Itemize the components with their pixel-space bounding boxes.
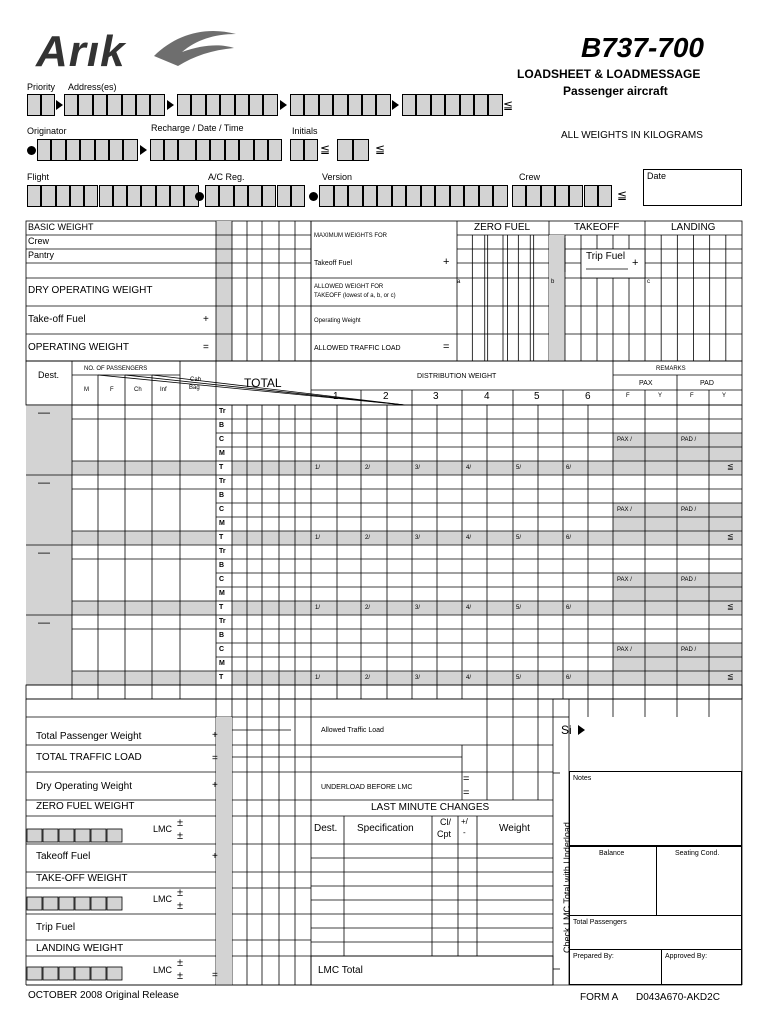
hold-mark: 3/ <box>415 465 421 471</box>
grid-cell <box>59 967 74 980</box>
basic-weight-label: BASIC WEIGHT <box>28 222 94 232</box>
pad-remark: PAD / <box>681 577 697 583</box>
pax-col-label: M <box>84 387 89 393</box>
grid-cell <box>75 829 90 842</box>
grid-cell <box>107 967 122 980</box>
operating-weight-max-label: Operating Weight <box>314 318 361 324</box>
row-letter: T <box>219 464 224 471</box>
hold-mark: 6/ <box>566 535 572 541</box>
lmc-label: LMC <box>153 965 173 975</box>
row-letter: M <box>219 520 225 527</box>
pad-remark: PAD / <box>681 437 697 443</box>
allowed-weight-label-2: TAKEOFF (lowest of a, b, or c) <box>314 293 396 299</box>
side-mark: ≦ <box>727 532 734 541</box>
grid-cell <box>232 671 613 685</box>
total-passenger-weight-label: Total Passenger Weight <box>36 731 142 742</box>
hold-mark: 5/ <box>516 675 522 681</box>
grid-cell <box>613 671 742 685</box>
crew-label: Crew <box>519 172 541 182</box>
grid-cell <box>59 897 74 910</box>
row-letter: B <box>219 562 225 569</box>
row-letter: Tr <box>219 548 226 555</box>
landing-weight-label: LANDING WEIGHT <box>36 943 124 954</box>
grid-cell <box>72 461 216 475</box>
row-letter: C <box>219 506 225 513</box>
no-of-passengers-header: NO. OF PASSENGERS <box>84 366 148 372</box>
dest-dash: — <box>38 475 50 489</box>
pax-col-label: Inf <box>160 387 167 393</box>
initials-label: Initials <box>292 126 318 136</box>
trip-fuel-bottom-label: Trip Fuel <box>36 922 76 933</box>
row-letter: C <box>219 646 225 653</box>
grid-cell <box>232 531 613 545</box>
grid-cell <box>72 671 216 685</box>
lmc-plusminus-col-1: +/ <box>461 817 468 826</box>
grid-cell <box>43 897 58 910</box>
mark-c: c <box>647 279 650 285</box>
si-arrow-icon <box>578 725 585 735</box>
distribution-weight-header: DISTRIBUTION WEIGHT <box>417 373 497 380</box>
hold-number: 1 <box>333 391 339 402</box>
hold-mark: 4/ <box>466 605 472 611</box>
row-letter: B <box>219 492 225 499</box>
row-letter: T <box>219 674 224 681</box>
hold-mark: 1/ <box>315 675 321 681</box>
hold-mark: 1/ <box>315 535 321 541</box>
row-letter: Tr <box>219 478 226 485</box>
check-lmc-text: Check LMC Total with Underload <box>562 822 572 953</box>
hold-number: 2 <box>383 391 389 402</box>
plus-minus-sign: ± <box>177 957 184 969</box>
weights-note: ALL WEIGHTS IN KILOGRAMS <box>561 130 703 141</box>
plus-minus-sign: ± <box>177 900 184 912</box>
pax-remark: PAX / <box>617 437 632 443</box>
flight-label: Flight <box>27 172 50 182</box>
dry-operating-weight-bottom-label: Dry Operating Weight <box>36 781 132 792</box>
balance-field[interactable] <box>569 846 657 916</box>
equals-sign: = <box>463 787 470 799</box>
row-letter: M <box>219 450 225 457</box>
row-letter: B <box>219 422 225 429</box>
seating-cond-field[interactable] <box>656 846 742 916</box>
mark-a: a <box>457 279 461 285</box>
hold-number: 4 <box>484 391 490 402</box>
end-symbol: ≦ <box>375 142 386 156</box>
dest-dash: — <box>38 405 50 419</box>
row-letter: M <box>219 590 225 597</box>
cab-bag-label-1: Cab <box>190 377 202 383</box>
recharge-label: Recharge / Date / Time <box>151 123 244 133</box>
side-mark: ≦ <box>727 602 734 611</box>
plus-minus-sign: ± <box>177 970 184 982</box>
hold-mark: 3/ <box>415 675 421 681</box>
notes-field[interactable] <box>569 771 742 846</box>
seating-cond-label: Seating Cond. <box>675 850 720 857</box>
row-letter: Tr <box>219 408 226 415</box>
allowed-weight-label-1: ALLOWED WEIGHT FOR <box>314 284 384 290</box>
hold-mark: 4/ <box>466 465 472 471</box>
grid-cell <box>27 897 42 910</box>
logo-text: Arık <box>36 27 126 76</box>
pad-remark: PAD / <box>681 647 697 653</box>
pax-col-label: F <box>110 387 114 393</box>
pax-remark: PAX / <box>617 647 632 653</box>
remarks-header: REMARKS <box>656 366 686 372</box>
grid-cell <box>72 601 216 615</box>
row-letter: C <box>219 436 225 443</box>
end-symbol: ≦ <box>320 142 331 156</box>
grid-cell <box>107 897 122 910</box>
dest-dash: — <box>38 615 50 629</box>
originator-label: Originator <box>27 126 67 136</box>
hold-mark: 6/ <box>566 605 572 611</box>
equals-sign: = <box>463 773 470 785</box>
hold-mark: 2/ <box>365 535 371 541</box>
grid-cell <box>59 829 74 842</box>
side-mark: ≦ <box>727 462 734 471</box>
trip-fuel-max-label: Trip Fuel <box>586 251 626 262</box>
plus-sign: + <box>443 256 450 268</box>
hold-mark: 1/ <box>315 605 321 611</box>
total-traffic-load-label: TOTAL TRAFFIC LOAD <box>36 752 142 763</box>
takeoff-weight-label: TAKE-OFF WEIGHT <box>36 873 128 884</box>
approved-by-field[interactable] <box>661 949 742 985</box>
lmc-class-col-1: Cl/ <box>440 817 451 827</box>
pax-col-label: Ch <box>134 387 142 393</box>
footer-code: D043A670-AKD2C <box>636 992 720 1003</box>
remark-col-label: Y <box>658 393 663 399</box>
lmc-weight-col: Weight <box>499 823 530 834</box>
plus-minus-sign: ± <box>177 817 184 829</box>
hold-mark: 4/ <box>466 535 472 541</box>
remark-col-label: F <box>690 393 694 399</box>
lmc-specification-col: Specification <box>357 823 414 834</box>
total-header: TOTAL <box>244 376 282 390</box>
footer-form: FORM A <box>580 992 619 1003</box>
plus-sign: + <box>203 314 209 325</box>
end-symbol: ≦ <box>503 98 514 112</box>
cab-bag-label-2: Bag <box>189 385 200 391</box>
prepared-by-field[interactable] <box>569 949 662 985</box>
maximum-weights-for-label: MAXIMUM WEIGHTS FOR <box>314 233 387 239</box>
grid-cell <box>549 306 565 361</box>
grid-cell <box>75 967 90 980</box>
balance-label: Balance <box>599 850 625 857</box>
total-passengers-label: Total Passengers <box>573 919 627 926</box>
plus-minus-sign: ± <box>177 887 184 899</box>
zero-fuel-weight-label: ZERO FUEL WEIGHT <box>36 801 135 812</box>
grid-cell <box>107 829 122 842</box>
takeoff-fuel-max-label: Takeoff Fuel <box>314 260 353 267</box>
takeoff-fuel-label: Take-off Fuel <box>28 314 86 325</box>
title-passenger-aircraft: Passenger aircraft <box>563 84 668 98</box>
pax-remark: PAX / <box>617 507 632 513</box>
remark-col-label: Y <box>722 393 727 399</box>
hold-mark: 3/ <box>415 535 421 541</box>
operator-sign: + <box>212 851 218 862</box>
takeoff-fuel-bottom-label: Takeoff Fuel <box>36 851 91 862</box>
crew-weight-label: Crew <box>28 236 50 246</box>
title-loadsheet: LOADSHEET & LOADMESSAGE <box>517 67 701 81</box>
side-mark: ≦ <box>727 672 734 681</box>
landing-header: LANDING <box>671 222 716 233</box>
footer-release: OCTOBER 2008 Original Release <box>28 990 179 1001</box>
hold-mark: 2/ <box>365 605 371 611</box>
grid-cell <box>91 967 106 980</box>
grid-cell <box>91 897 106 910</box>
last-minute-changes-header: LAST MINUTE CHANGES <box>371 802 490 813</box>
grid-cell <box>232 601 613 615</box>
version-label: Version <box>322 172 353 182</box>
hold-mark: 6/ <box>566 465 572 471</box>
row-letter: C <box>219 576 225 583</box>
addresses-label: Address(es) <box>68 82 117 92</box>
operating-weight-label: OPERATING WEIGHT <box>28 342 129 353</box>
plus-sign: + <box>632 257 639 269</box>
grid-cell <box>72 531 216 545</box>
pax-remark: PAX / <box>617 577 632 583</box>
lmc-label: LMC <box>153 894 173 904</box>
si-label: Si <box>561 723 572 737</box>
dest-header: Dest. <box>38 370 60 380</box>
grid-cell <box>43 967 58 980</box>
grid-cell <box>43 829 58 842</box>
grid-cell <box>216 221 232 361</box>
equals-sign: = <box>203 342 209 353</box>
grid-cell <box>26 685 742 699</box>
prepared-by-label: Prepared By: <box>573 953 614 960</box>
grid-cell <box>613 601 742 615</box>
hold-number: 5 <box>534 391 540 402</box>
grid-cell <box>27 829 42 842</box>
grid-cell <box>613 531 742 545</box>
row-letter: T <box>219 604 224 611</box>
operator-sign: = <box>212 753 218 764</box>
lmc-class-col-2: Cpt <box>437 829 452 839</box>
priority-label: Priority <box>27 82 56 92</box>
lmc-dest-col: Dest. <box>314 823 338 834</box>
aircraft-model: B737-700 <box>581 32 704 63</box>
date-label: Date <box>647 171 667 181</box>
grid-cell <box>91 829 106 842</box>
underload-before-lmc-label: UNDERLOAD BEFORE LMC <box>321 784 413 791</box>
hold-number: 6 <box>585 391 591 402</box>
grid-cell <box>75 897 90 910</box>
hold-mark: 1/ <box>315 465 321 471</box>
hold-mark: 2/ <box>365 675 371 681</box>
allowed-traffic-load-bottom-label: Allowed Traffic Load <box>321 727 384 734</box>
allowed-traffic-load-label: ALLOWED TRAFFIC LOAD <box>314 345 401 352</box>
hold-mark: 4/ <box>466 675 472 681</box>
pantry-label: Pantry <box>28 250 55 260</box>
dry-operating-weight-label: DRY OPERATING WEIGHT <box>28 285 153 296</box>
operator-sign: + <box>212 780 218 791</box>
remarks-pax-header: PAX <box>639 380 653 387</box>
remarks-pad-header: PAD <box>700 380 714 387</box>
grid-cell <box>27 967 42 980</box>
dest-dash: — <box>38 545 50 559</box>
notes-label: Notes <box>573 775 592 782</box>
lmc-total-label: LMC Total <box>318 965 363 976</box>
pad-remark: PAD / <box>681 507 697 513</box>
plus-minus-sign: ± <box>177 830 184 842</box>
ac-reg-label: A/C Reg. <box>208 172 245 182</box>
hold-mark: 6/ <box>566 675 572 681</box>
row-letter: Tr <box>219 618 226 625</box>
hold-mark: 3/ <box>415 605 421 611</box>
hold-mark: 2/ <box>365 465 371 471</box>
mark-b: b <box>551 279 555 285</box>
lmc-plusminus-col-2: - <box>463 828 466 837</box>
takeoff-header: TAKEOFF <box>574 222 620 233</box>
total-passengers-field[interactable] <box>569 915 742 950</box>
operator-sign: + <box>212 730 218 741</box>
operator-sign: = <box>212 970 218 981</box>
end-symbol: ≦ <box>617 188 628 202</box>
lmc-label: LMC <box>153 824 173 834</box>
row-letter: B <box>219 632 225 639</box>
hold-mark: 5/ <box>516 465 522 471</box>
hold-mark: 5/ <box>516 605 522 611</box>
row-letter: T <box>219 534 224 541</box>
approved-by-label: Approved By: <box>665 953 708 960</box>
equals-sign: = <box>443 341 450 353</box>
grid-cell <box>613 461 742 475</box>
zero-fuel-header: ZERO FUEL <box>474 222 531 233</box>
hold-mark: 5/ <box>516 535 522 541</box>
grid-cell <box>216 717 232 985</box>
remark-col-label: F <box>626 393 630 399</box>
hold-number: 3 <box>433 391 439 402</box>
row-letter: M <box>219 660 225 667</box>
grid-cell <box>232 461 613 475</box>
